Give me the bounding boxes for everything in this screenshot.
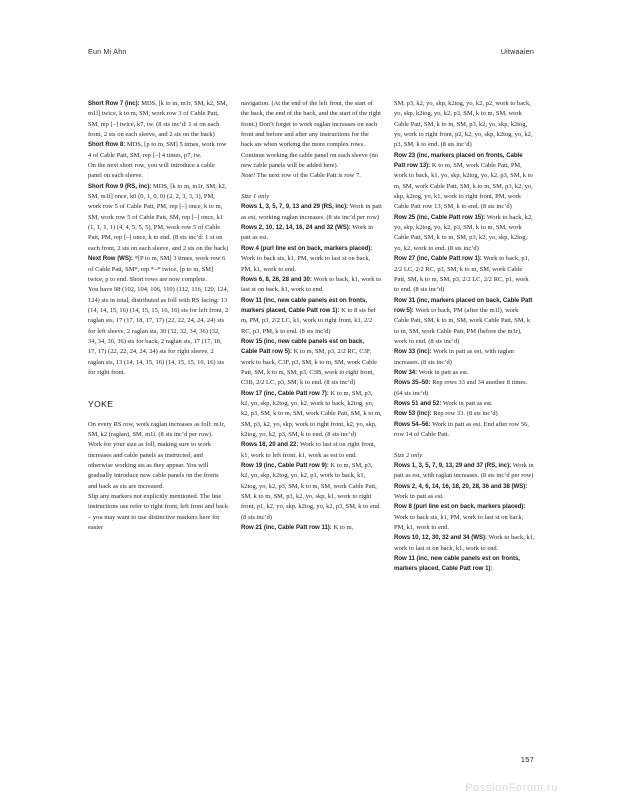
paragraph-text: Work to back, PM (after the m1l), work Cable Patt, SM, k to m, SM, work Cable Patt, SM, k to m, SM, work Cable Patt, PM (before the m1r), work to end. (8 sts inc’d) — [394, 306, 531, 345]
paragraph-text: K to m, — [331, 524, 354, 532]
instruction-paragraph — [394, 378, 535, 399]
row-label: Row 33 (inc): — [394, 348, 432, 356]
instruction-paragraph — [394, 296, 535, 348]
paragraph-text: navigation. (At the end of the left front, the start of the back, the end of the back, and the start of the right front.) Don’t forget to work raglan increases on each front and before and after any instructions for the back sts when working the more complex rows. — [241, 100, 381, 149]
row-label: Rows 2, 4, 6, 14, 16, 18, 20, 28, 36 and 38 (WS): — [394, 482, 528, 490]
running-head — [88, 47, 534, 59]
paragraph-text: Work to back, k2, yo, skp, k2tog, yo, k2, p3, SM, k to m, SM, work Cable Patt, SM, k to m, SM, p3, k2, yo, skp, k2tog, yo, k2, work to end. (8 sts inc’d) — [394, 213, 533, 252]
instruction-paragraph — [241, 389, 382, 441]
paragraph-text: The next row of the Cable Patt is row 7. — [255, 172, 361, 180]
paragraph-text: K to m, SM, work Cable Patt, PM, work to back, k1, yo, skp, k2tog, yo, k2, p3, SM, k to m, SM, work Cable Patt, SM, k to m, SM, p3, k2, yo, skp, k2tog, yo, k1, work to right front, PM, work Cable Patt row 13, SM, k to end. (8 sts inc’d) — [394, 162, 533, 211]
row-label: Short Row 9 (RS, inc): — [88, 182, 152, 190]
instruction-paragraph — [394, 347, 535, 368]
row-label: Row 21 (inc, Cable Patt row 11): — [241, 524, 332, 532]
instruction-paragraph — [394, 409, 535, 419]
section-heading: YOKE — [88, 398, 114, 409]
paragraph-text: Work in patt as est. — [241, 224, 374, 242]
instruction-paragraph — [394, 399, 535, 409]
paragraph-text: Work in patt as est. — [417, 368, 469, 376]
paragraph-text: K to 8 sts bef m, PM, p3, 2/2 LC, k1, work to right front, k1, 2/2 RC, p3, PM, k to end. (8 sts inc’d) — [241, 306, 376, 335]
instruction-paragraph — [394, 99, 535, 151]
running-head-author: Eun Mi Ahn — [88, 47, 127, 56]
row-label: Row 27 (inc, Cable Patt row 1): — [394, 255, 482, 263]
instruction-paragraph — [394, 482, 535, 503]
row-label: Short Row 8: — [88, 141, 126, 149]
instruction-paragraph — [241, 171, 382, 181]
paragraph-text: MDS, [k to m, m1r, SM, k2, SM, m1l] twice, k to m, SM, work row 3 of Cable Patt, SM, rep [–] twice, k7, tw. (8 sts inc’d: 1 st on each front, 2 sts on each sleeve, and 2 sts on the back) — [88, 100, 228, 139]
instruction-paragraph — [88, 99, 229, 140]
instruction-paragraph — [88, 492, 229, 533]
row-label: Rows 51 and 52: — [394, 399, 442, 407]
instruction-paragraph — [88, 420, 229, 441]
row-label: Row 19 (inc, Cable Patt row 9): — [241, 462, 329, 470]
row-label: Row 23 (inc, markers placed on fronts, Cable Patt row 13): — [394, 151, 523, 170]
instruction-paragraph — [241, 202, 382, 223]
paragraph-text: Work to back, p1, 2/2 LC, 2/2 RC, p3, SM, k to m, SM, work Cable Patt, SM, k to m, SM, p3, 2/2 LC, 2/2 RC, p1, work to end. (8 sts inc’d) — [394, 255, 530, 294]
row-label: Row 4 (purl line est on back, markers placed): — [241, 244, 373, 252]
instruction-paragraph — [394, 420, 535, 441]
instruction-paragraph — [394, 461, 535, 482]
row-label: Row 11 (inc, new cable panels est on fronts, markers placed, Cable Patt row 1): — [241, 296, 367, 314]
row-label: Row 31 (inc, markers placed on back, Cable Patt row 5): — [394, 296, 533, 314]
instruction-paragraph — [241, 296, 382, 337]
note-label: Note! — [241, 172, 256, 180]
paragraph-text: *[P to m, SM] 3 times, work row 6 of Cable Patt, SM*, rep *–* twice, [p to m, SM] twice, p to end. Short rows are now complete. — [88, 255, 226, 283]
instruction-paragraph — [88, 254, 229, 285]
row-label: Rows 10, 12, 30, 32 and 34 (WS): — [394, 534, 487, 542]
instruction-paragraph — [241, 440, 382, 461]
text-column-3 — [394, 99, 535, 739]
watermark: PassionForum.ru — [465, 782, 558, 794]
paragraph-text: Work to back sts, k1, PM, work to last st on back, PM, k1, work to end. — [241, 255, 371, 273]
paragraph-text: MDS, [k to m, m1r, SM, k2, SM, m1l] once, k0 (0, 1, 0, 0) (2, 2, 3, 3, 3), PM, work row 5 of Cable Patt, PM, rep [–] once, k to m, SM, work row 5 of Cable Patt, SM, rep [–] once, k1 (1, 1, 1, 1) (4, 4, 5, 5, 5), PM, work row 5 of Cable Patt, PM, rep [–] once, k to end. (8 sts inc’d: 1 st on each front, 2 sts on each sleeve, and 2 sts on the back) — [88, 182, 229, 252]
paragraph-text: Work in patt as est, with raglan increases. (8 sts inc’d) — [394, 348, 514, 366]
instruction-paragraph — [241, 99, 382, 151]
paragraph-text: You have 98 (102, 104, 106, 110) (112, 116, 120, 124, 124) sts in total, distributed as foll with RS facing: 13 (14, 14, 15, 16) (14, 15, 15, 16, 16) sts for left front, 2 raglan sts, 17 (17, 18, 17, 17) (22, 22, 24, 24, 24) sts for left sleeve, 2 raglan sts, 30 (32, 32, 34, 36) (32, 34, 34, 36, 36) sts for back, 2 raglan sts, 17 (17, 18, 17, 17) (22, 22, 24, 24, 24) sts for right sleeve, 2 raglan sts, 13 (14, 14, 15, 16) (14, 15, 15, 16, 16) sts for right front. — [88, 286, 229, 376]
paragraph-text: K to m, SM, p3, k2, yo, skp, k2tog, yo, k2, work to back, k2tog, yo, k2, p3, SM, k to m, SM, work Cable Patt, SM, k to m, SM, p3, k2, yo, skp, work to right front, k2, yo, skp, k2tog, yo, k2, p3, SM, k to end. (8 sts inc’d) — [241, 389, 382, 438]
instruction-paragraph — [241, 223, 382, 244]
instruction-paragraph — [394, 533, 535, 554]
paragraph-text: Work to last st on right front, k1, work to left front, k1, work as est to end. — [241, 441, 376, 459]
paragraph-text: K to m, SM, p3, 2/2 RC, C3F, work to back, C3F, p3, SM, k to m, SM, work Cable Patt, SM, k to m, SM, p3, C3B, work to right front, C3B, 2/2 LC, p3, SM, k to end. (8 sts inc’d) — [241, 348, 377, 387]
instruction-paragraph — [241, 461, 382, 523]
row-label: Rows 2, 10, 12, 14, 16, 24 and 32 (WS): — [241, 224, 351, 232]
instruction-paragraph — [88, 285, 229, 378]
paragraph-text: Work in patt as est. — [441, 399, 493, 407]
instruction-paragraph — [88, 440, 229, 492]
text-columns — [88, 99, 536, 739]
paragraph-text: On every RS row, work raglan increases as foll: m1r, SM, k2 (raglan), SM, m1l. (8 sts inc’d per row). — [88, 420, 226, 438]
size-subheading: Size 1 only — [241, 193, 270, 201]
instruction-paragraph — [241, 244, 382, 275]
paragraph-text: MDS, [p to m, SM] 5 times, work row 4 of Cable Patt, SM, rep [–] 4 times, p7, tw. — [88, 141, 227, 159]
row-label: Rows 35–50: — [394, 379, 431, 387]
row-label: Row 15 (inc, new cable panels est on back, Cable Patt row 5): — [241, 337, 364, 356]
row-label: Row 8 (purl line est on back, markers placed): — [394, 503, 526, 511]
row-label: Rows 18, 20 and 22: — [241, 441, 299, 449]
row-label: Rows 6, 8, 26, 28 and 30: — [241, 275, 312, 283]
paragraph-text: Continue working the cable panel on each sleeve (no new cable panels will be added here). — [241, 151, 379, 170]
paragraph-text: Work to back sts, k1, PM, work to last st on back, PM, k1, work to end. — [394, 513, 524, 532]
instruction-paragraph — [394, 368, 535, 378]
paragraph-text: Rep rows 33 and 34 another 8 times. (64 sts inc’d) — [394, 379, 528, 397]
text-column-1 — [88, 99, 229, 739]
page-number: 157 — [520, 755, 534, 764]
instruction-paragraph — [394, 554, 535, 575]
row-label: Rows 54–56: — [394, 420, 431, 428]
paragraph-text: Work to back, k1, work to last st on back, k1, work to end. — [241, 275, 382, 294]
instruction-paragraph — [241, 337, 382, 389]
instruction-paragraph — [394, 502, 535, 533]
row-label: Row 34: — [394, 368, 418, 376]
paragraph-text: Work for your size as foll, making sure to work increases and cable panels as instructed, and otherwise working sts as they appear. You will gradually introduce new cable panels on the fronts and back as sts are increased. — [88, 441, 219, 490]
instruction-paragraph — [241, 151, 382, 172]
paragraph-text: Work to back, k1, work to last st on back, k1, work to end. — [394, 534, 535, 552]
paragraph-text: Work in patt as est. — [394, 493, 444, 501]
row-label: Row 17 (inc, Cable Patt row 7): — [241, 389, 329, 397]
paragraph-text: Work in patt as est, with raglan increases. (8 sts inc’d per row) — [394, 462, 534, 480]
instruction-paragraph — [88, 161, 229, 182]
row-label: Rows 1, 3, 5, 7, 9, 13 and 29 (RS, inc): — [241, 203, 349, 211]
row-label: Next Row (WS): — [88, 255, 133, 263]
paragraph-text: On the next short row, you will introduce a cable panel on each sleeve. — [88, 162, 215, 180]
row-label: Row 53 (inc): — [394, 410, 432, 418]
paragraph-text: K to m, SM, p3, k2, yo, skp, k2tog, yo, k2, p1, work to back, k1, k2tog, yo, k2, p3, SM, k to m, SM, work Cable Patt, SM, k to m, SM, p3, k2, yo, skp, k1, work to right front, p1, k2, yo, skp, k2tog, yo, k2, p3, SM, k to end. (8 sts inc’d) — [241, 462, 381, 521]
instruction-paragraph — [88, 140, 229, 161]
instruction-paragraph — [241, 523, 382, 533]
paragraph-text: SM, p3, k2, yo, skp, k2tog, yo, k2, p2, work to back, yo, skp, k2tog, yo, k2, p3, SM, k to m, SM, work Cable Patt, SM, k to m, SM, p3, k2, yo, skp, k2tog, yo, work to right front, p2, k2, yo, skp, k2tog, yo, k2, p3, SM, k to end. (8 sts inc’d) — [394, 100, 533, 149]
instruction-paragraph — [394, 254, 535, 295]
paragraph-text: Rep row 33. (8 sts inc’d) — [431, 410, 498, 418]
row-label: Rows 1, 3, 5, 7, 9, 13, 29 and 37 (RS, inc): — [394, 462, 512, 470]
instruction-paragraph — [394, 213, 535, 254]
row-label: Row 25 (inc, Cable Patt row 15): — [394, 213, 486, 221]
instruction-paragraph — [241, 275, 382, 296]
row-label: Short Row 7 (inc): — [88, 100, 140, 107]
size-subheading: Size 2 only — [394, 451, 423, 459]
paragraph-text: Work in patt as est. End after row 56, row 14 of Cable Patt. — [394, 420, 529, 438]
running-head-title: Uitwaaien — [500, 47, 534, 56]
instruction-paragraph — [88, 182, 229, 254]
paragraph-text: Work in patt as est, working raglan increases. (8 sts inc’d per row) — [241, 203, 382, 221]
paragraph-text: Slip any markers not explicitly mentioned. The line instructions use refer to right front, left front and back – you may want to use distinctive markers here for easier — [88, 493, 228, 532]
text-column-2 — [241, 99, 382, 739]
instruction-paragraph — [394, 151, 535, 213]
row-label: Row 11 (inc, new cable panels est on fronts, markers placed, Cable Patt row 1): — [394, 555, 520, 573]
